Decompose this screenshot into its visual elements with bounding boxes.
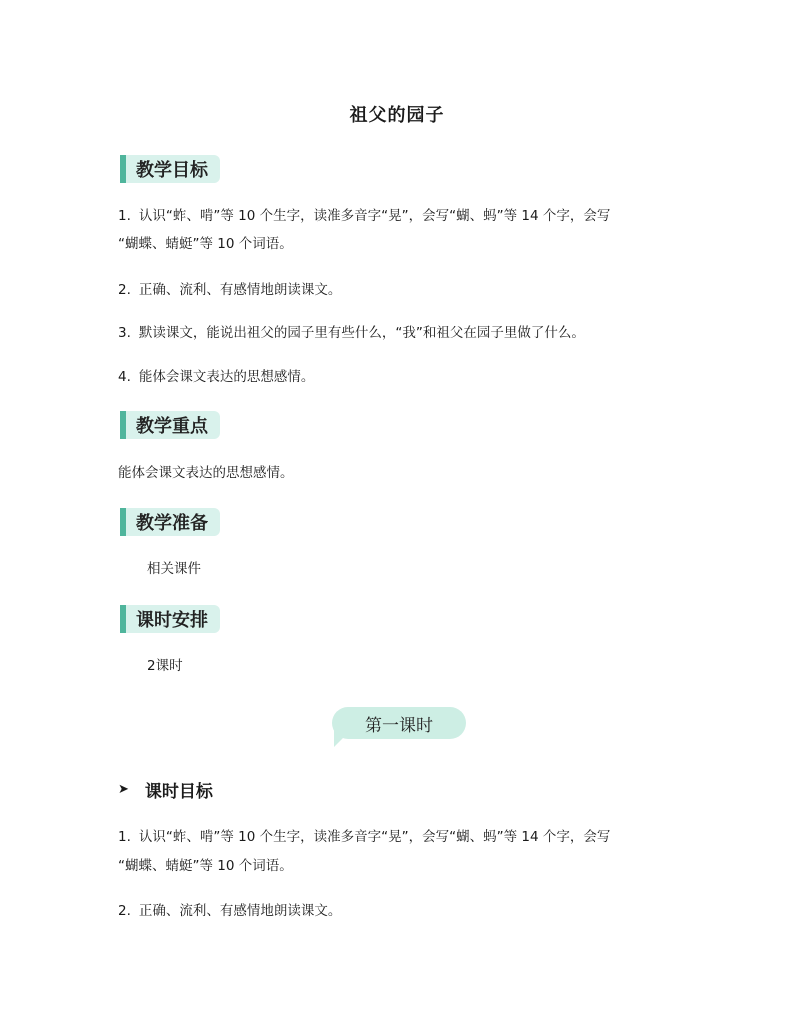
lesson-goals-heading-text: 课时目标 (144, 782, 213, 802)
lesson-goals-heading (118, 777, 213, 802)
section-heading-schedule: 课时安排 (120, 605, 220, 633)
goal-item-4 (118, 367, 314, 387)
lesson-goal-item-1 (118, 827, 610, 847)
goal-item-3-number: 3. (118, 325, 131, 341)
goal-item-3 (118, 323, 585, 343)
goal-item-1-number: 1. (118, 208, 131, 224)
goal-item-2-text: 正确、流利、有感情地朗读课文。 (138, 282, 342, 298)
preparation-text: 相关课件 (147, 561, 201, 577)
goal-item-4-number: 4. (118, 369, 131, 385)
section-heading-key-points: 教学重点 (120, 411, 220, 439)
section-heading-goals: 教学目标 (120, 155, 220, 183)
lesson-goal-item-2-number: 2. (118, 903, 131, 919)
lesson-goal-item-2-text: 正确、流利、有感情地朗读课文。 (138, 903, 342, 919)
chevron-right-icon: ➤ (118, 782, 129, 797)
goal-item-1 (118, 206, 610, 226)
lesson-goal-item-1-number: 1. (118, 829, 131, 845)
lesson-goal-item-2 (118, 901, 341, 921)
goal-item-4-text: 能体会课文表达的思想感情。 (138, 369, 315, 385)
goal-item-2 (118, 280, 341, 300)
lesson-callout (332, 707, 466, 739)
section-heading-preparation: 教学准备 (120, 508, 220, 536)
lesson-goal-item-1-text: 认识“蚱、啃”等 10 个生字，读准多音字“晃”，会写“蝴、蚂”等 14 个字，会写 (138, 829, 611, 845)
goal-item-3-text: 默读课文，能说出祖父的园子里有些什么，“我”和祖父在园子里做了什么。 (138, 325, 585, 341)
page-title: 祖父的园子 (349, 105, 445, 126)
callout-label: 第一课时 (332, 707, 466, 739)
goal-item-2-number: 2. (118, 282, 131, 298)
goal-item-1-continued: “蝴蝶、蜻蜓”等 10 个词语。 (118, 236, 293, 252)
schedule-text: 2课时 (147, 658, 183, 674)
key-points-text: 能体会课文表达的思想感情。 (118, 465, 294, 481)
lesson-goal-item-1-continued: “蝴蝶、蜻蜓”等 10 个词语。 (118, 858, 293, 874)
goal-item-1-text: 认识“蚱、啃”等 10 个生字，读准多音字“晃”，会写“蝴、蚂”等 14 个字，会写 (138, 208, 611, 224)
